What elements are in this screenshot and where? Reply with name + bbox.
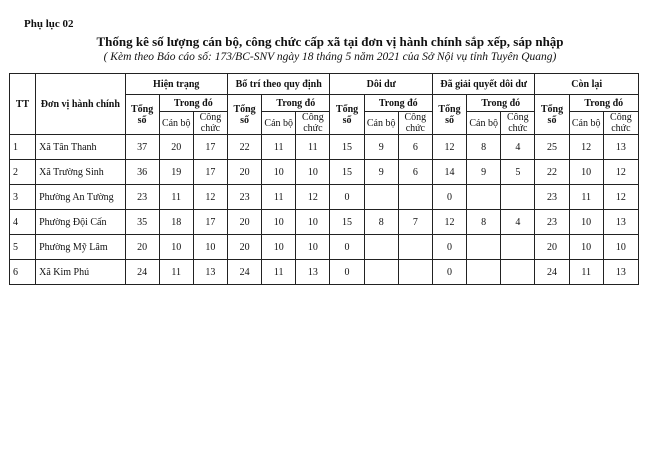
table-cell: 8 [467,210,501,235]
table-cell: 8 [364,210,398,235]
table-cell: 17 [193,160,227,185]
table-row [10,160,639,185]
table-cell: 0 [432,260,466,285]
table-cell: 10 [296,235,330,260]
table-cell: 17 [193,210,227,235]
table-cell: 4 [501,135,535,160]
table-cell: 11 [296,135,330,160]
table-cell: 24 [227,260,261,285]
table-cell: 4 [501,210,535,235]
table-cell: 23 [535,185,569,210]
table-cell: 10 [569,160,603,185]
header-civil-servants: Công chức [603,112,638,135]
header-total: Tổng số [330,95,364,135]
table-cell: 23 [125,185,159,210]
table-cell [501,260,535,285]
table-cell: 0 [432,185,466,210]
table-cell: 10 [569,210,603,235]
table-cell: 18 [159,210,193,235]
table-cell [467,185,501,210]
header-in-which: Trong đó [159,95,227,112]
table-cell: 0 [330,185,364,210]
table-cell: 10 [262,210,296,235]
table-cell: 20 [227,235,261,260]
table-cell: 19 [159,160,193,185]
document-title: Thống kê số lượng cán bộ, công chức cấp xã tại đơn vị hành chính sắp xếp, sáp nhập [96,34,564,49]
table-cell [467,235,501,260]
unit-name: Xã Tân Thanh [36,135,125,160]
table-cell [398,185,432,210]
table-cell: 10 [296,160,330,185]
table-cell: 10 [262,235,296,260]
table-cell: 15 [330,135,364,160]
table-cell: 5 [501,160,535,185]
table-cell [501,185,535,210]
document-subtitle: ( Kèm theo Báo cáo số: 173/BC-SNV ngày 18 tháng 5 năm 2021 của Sở Nội vụ tỉnh Tuyên Quang) [103,51,557,63]
row-number: 5 [10,235,36,260]
row-number: 1 [10,135,36,160]
unit-name: Xã Kim Phú [36,260,125,285]
unit-name: Phường Mỹ Lâm [36,235,125,260]
table-cell: 15 [330,160,364,185]
appendix-label: Phụ lục 02 [24,18,74,30]
table-cell: 0 [330,260,364,285]
header-officials: Cán bộ [467,112,501,135]
header-group-resolved: Đã giải quyết dôi dư [432,74,534,95]
table-cell [364,235,398,260]
table-cell: 13 [296,260,330,285]
header-group-remaining: Còn lại [535,74,639,95]
table-cell: 15 [330,210,364,235]
table-row [10,260,639,285]
table-cell [398,235,432,260]
table-cell: 8 [467,135,501,160]
table-cell: 10 [262,160,296,185]
table-cell [501,235,535,260]
header-officials: Cán bộ [262,112,296,135]
table-cell: 20 [535,235,569,260]
table-cell: 13 [193,260,227,285]
header-officials: Cán bộ [364,112,398,135]
table-cell [364,260,398,285]
table-cell: 24 [535,260,569,285]
table-cell: 14 [432,160,466,185]
table-cell: 9 [364,135,398,160]
table-cell: 7 [398,210,432,235]
header-in-which: Trong đó [569,95,638,112]
unit-name: Xã Trường Sinh [36,160,125,185]
table-cell: 0 [330,235,364,260]
table-cell: 25 [535,135,569,160]
header-tt: TT [10,74,36,135]
row-number: 3 [10,185,36,210]
table-cell [364,185,398,210]
table-cell: 22 [227,135,261,160]
table-cell: 23 [535,210,569,235]
table-cell: 10 [569,235,603,260]
table-cell: 12 [432,210,466,235]
table-cell: 12 [432,135,466,160]
table-cell: 11 [569,185,603,210]
table-cell: 36 [125,160,159,185]
table-row [10,235,639,260]
table-cell: 20 [159,135,193,160]
table-cell: 0 [432,235,466,260]
header-total: Tổng số [227,95,261,135]
table-row [10,135,639,160]
table-cell: 12 [296,185,330,210]
header-civil-servants: Công chức [501,112,535,135]
table-cell: 13 [603,210,638,235]
header-group-current: Hiện trạng [125,74,227,95]
table-cell: 11 [569,260,603,285]
table-cell: 11 [159,260,193,285]
header-in-which: Trong đó [262,95,330,112]
row-number: 6 [10,260,36,285]
table-cell: 10 [603,235,638,260]
header-civil-servants: Công chức [193,112,227,135]
table-cell: 11 [159,185,193,210]
header-officials: Cán bộ [159,112,193,135]
table-cell: 10 [296,210,330,235]
header-group-regulated: Bố trí theo quy định [227,74,329,95]
header-total: Tổng số [535,95,569,135]
row-number: 2 [10,160,36,185]
table-cell: 9 [467,160,501,185]
header-in-which: Trong đó [364,95,432,112]
header-civil-servants: Công chức [296,112,330,135]
table-cell: 12 [603,160,638,185]
unit-name: Phường Đội Cấn [36,210,125,235]
table-cell: 11 [262,260,296,285]
table-cell: 13 [603,135,638,160]
header-civil-servants: Công chức [398,112,432,135]
header-in-which: Trong đó [467,95,535,112]
table-cell: 20 [227,210,261,235]
table-cell: 6 [398,160,432,185]
table-cell: 11 [262,185,296,210]
table-cell: 11 [262,135,296,160]
header-total: Tổng số [432,95,466,135]
table-cell: 24 [125,260,159,285]
table-cell: 17 [193,135,227,160]
row-number: 4 [10,210,36,235]
table-cell: 12 [193,185,227,210]
header-group-surplus: Dôi dư [330,74,432,95]
table-cell: 20 [227,160,261,185]
table-cell [467,260,501,285]
table-cell: 13 [603,260,638,285]
table-cell: 12 [603,185,638,210]
table-cell: 37 [125,135,159,160]
table-cell: 22 [535,160,569,185]
table-row [10,210,639,235]
header-officials: Cán bộ [569,112,603,135]
table-cell: 6 [398,135,432,160]
table-cell: 10 [159,235,193,260]
table-cell: 12 [569,135,603,160]
table-cell: 35 [125,210,159,235]
table-cell [398,260,432,285]
table-cell: 20 [125,235,159,260]
table-cell: 9 [364,160,398,185]
table-cell: 23 [227,185,261,210]
header-total: Tổng số [125,95,159,135]
statistics-table [9,73,639,285]
table-row [10,185,639,210]
header-unit: Đơn vị hành chính [36,74,125,135]
table-body [10,135,639,285]
table-cell: 10 [193,235,227,260]
unit-name: Phường An Tường [36,185,125,210]
